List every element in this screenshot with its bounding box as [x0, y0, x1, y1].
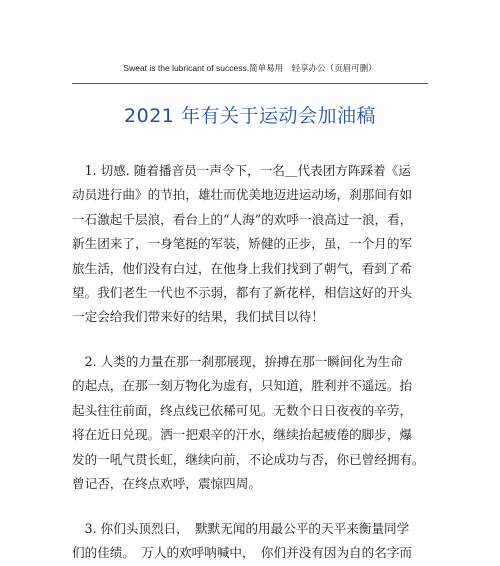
paragraph-line: 发的一吼气贯长虹，继续向前，不论成功与否，你已曾经拥有。	[72, 451, 425, 467]
paragraph-line: 的起点，在那一刻万物化为虚有，只知道，胜利并不遥远。抬	[72, 378, 413, 394]
paragraph-line: 一定会给我们带来好的结果，我们拭目以待！	[72, 309, 324, 325]
paragraph-line: 曾记否，在终点欢呼，震惊四周。	[72, 475, 261, 491]
paragraph-3	[72, 517, 429, 566]
paragraph-line: 新生团来了，一身笔挺的军装，矫健的正步，虽，一个月的军	[72, 236, 413, 252]
paragraph-line: 望。我们老生一代也不示弱，都有了新花样，相信这好的开头	[72, 284, 413, 300]
paragraph-1	[72, 159, 429, 330]
paragraph-line: 1. 切感. 随着播音员一声令下，一名＿代表团方阵踩着《运	[72, 163, 411, 178]
paragraph-line: 2. 人类的力量在那一刹那展现，拚搏在那一瞬间化为生命	[72, 354, 403, 369]
document-title: 2021 年有关于运动会加油稿	[124, 105, 376, 127]
paragraph-line: 旅生活，他们没有白过，在他身上我们找到了朝气，看到了希	[72, 260, 413, 276]
paragraph-line: 3. 你们头顶烈日， 默默无闻的用最公平的天平来衡量同学	[72, 521, 410, 536]
paragraph-line: 将在近日兑现。洒一把艰辛的汗水，继续抬起疲倦的脚步，爆	[72, 427, 413, 443]
paragraph-line: 起头往往前面，终点线已依稀可见。无数个日日夜夜的辛劳，	[72, 402, 413, 418]
page-header-tagline: Sweat is the lubricant of success.简单易用 轻享办公（页眉可删）	[123, 63, 377, 73]
paragraph-line: 们的佳绩。 万人的欢呼呐喊中， 你们并没有因为自的名字而	[72, 545, 413, 561]
paragraph-2	[72, 350, 429, 496]
paragraph-line: 一石激起千层浪，看台上的“人海”的欢呼一浪高过一浪，看，	[72, 211, 413, 227]
header-divider	[72, 83, 428, 84]
paragraph-line: 动员进行曲》的节拍，雄壮而优美地迈进运动场，刹那间有如	[72, 187, 413, 203]
